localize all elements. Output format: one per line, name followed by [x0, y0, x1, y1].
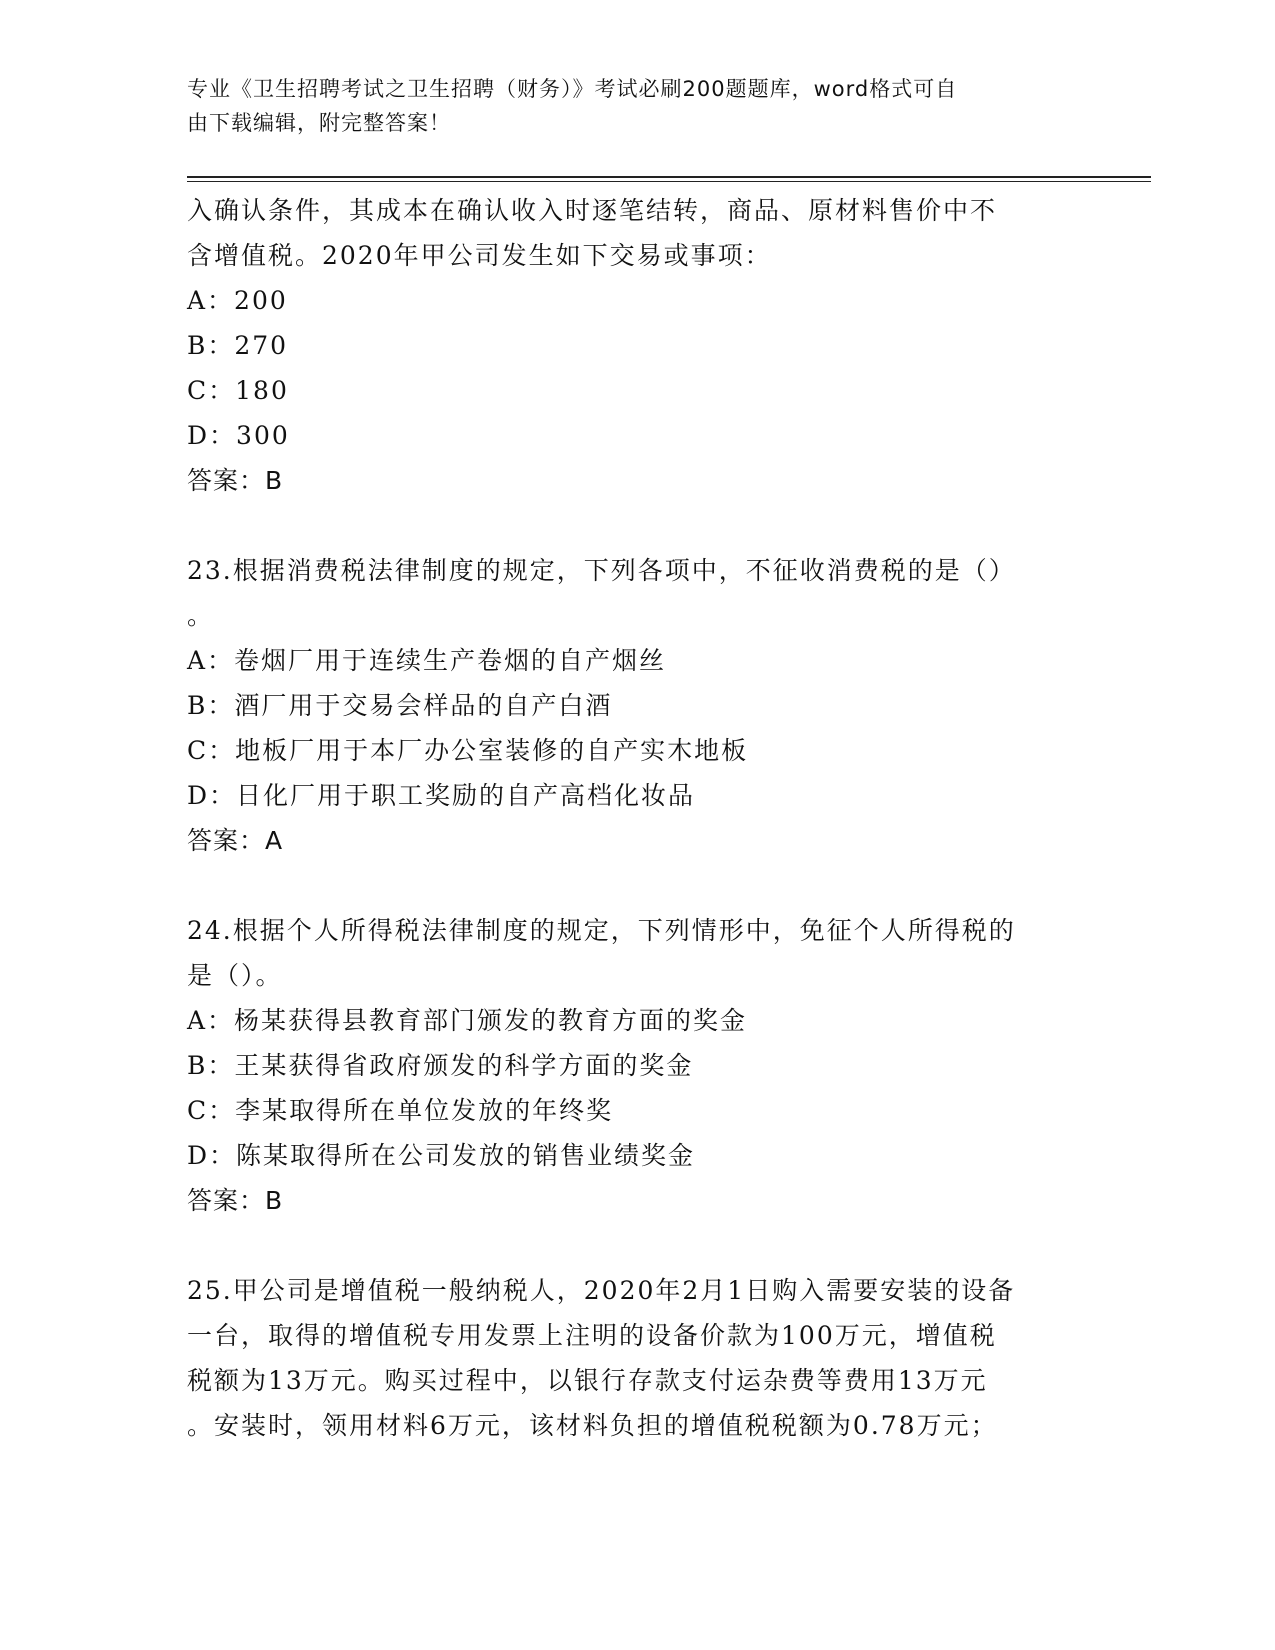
question-text-line: 。安装时，领用材料6万元，该材料负担的增值税税额为0.78万元；: [187, 1411, 998, 1440]
question-text-line: 入确认条件，其成本在确认收入时逐笔结转，商品、原材料售价中不: [187, 196, 998, 225]
option-d: D：陈某取得所在公司发放的销售业绩奖金: [187, 1141, 696, 1170]
question-24: [187, 908, 1087, 1223]
answer: 答案：B: [187, 466, 284, 495]
option-b: B：270: [187, 331, 289, 360]
option-a: A：杨某获得县教育部门颁发的教育方面的奖金: [187, 1006, 748, 1035]
spacer: [187, 1223, 1087, 1268]
option-a: A：200: [187, 286, 288, 315]
question-text-line: 24.根据个人所得税法律制度的规定，下列情形中，免征个人所得税的: [187, 916, 1016, 945]
question-text-line: 含增值税。2020年甲公司发生如下交易或事项：: [187, 241, 772, 270]
question-25: [187, 1268, 1087, 1448]
option-d: D：日化厂用于职工奖励的自产高档化妆品: [187, 781, 696, 810]
question-text-line: 23.根据消费税法律制度的规定，下列各项中，不征收消费税的是（）: [187, 556, 1016, 585]
question-text-line: 25.甲公司是增值税一般纳税人，2020年2月1日购入需要安装的设备: [187, 1276, 1016, 1305]
option-b: B：酒厂用于交易会样品的自产白酒: [187, 691, 613, 720]
header-line-2: 由下载编辑，附完整答案！: [187, 111, 451, 135]
option-b: B：王某获得省政府颁发的科学方面的奖金: [187, 1051, 694, 1080]
question-22: [187, 188, 1087, 503]
spacer: [187, 863, 1087, 908]
answer: 答案：A: [187, 826, 284, 855]
option-d: D：300: [187, 421, 290, 450]
document-body: [187, 188, 1087, 1448]
question-23: [187, 548, 1087, 863]
question-text-line: 。: [187, 601, 215, 630]
option-c: C：地板厂用于本厂办公室装修的自产实木地板: [187, 736, 749, 765]
question-text-line: 是（）。: [187, 961, 283, 990]
spacer: [187, 503, 1087, 548]
header-divider-thick: [187, 176, 1151, 178]
document-header: [187, 72, 1067, 140]
option-c: C：180: [187, 376, 289, 405]
option-c: C：李某取得所在单位发放的年终奖: [187, 1096, 614, 1125]
header-line-1: 专业《卫生招聘考试之卫生招聘（财务）》考试必刷200题题库，word格式可自: [187, 77, 958, 101]
question-text-line: 一台，取得的增值税专用发票上注明的设备价款为100万元，增值税: [187, 1321, 997, 1350]
answer: 答案：B: [187, 1186, 284, 1215]
option-a: A：卷烟厂用于连续生产卷烟的自产烟丝: [187, 646, 667, 675]
question-text-line: 税额为13万元。购买过程中，以银行存款支付运杂费等费用13万元: [187, 1366, 988, 1395]
header-divider-thin: [187, 181, 1151, 182]
